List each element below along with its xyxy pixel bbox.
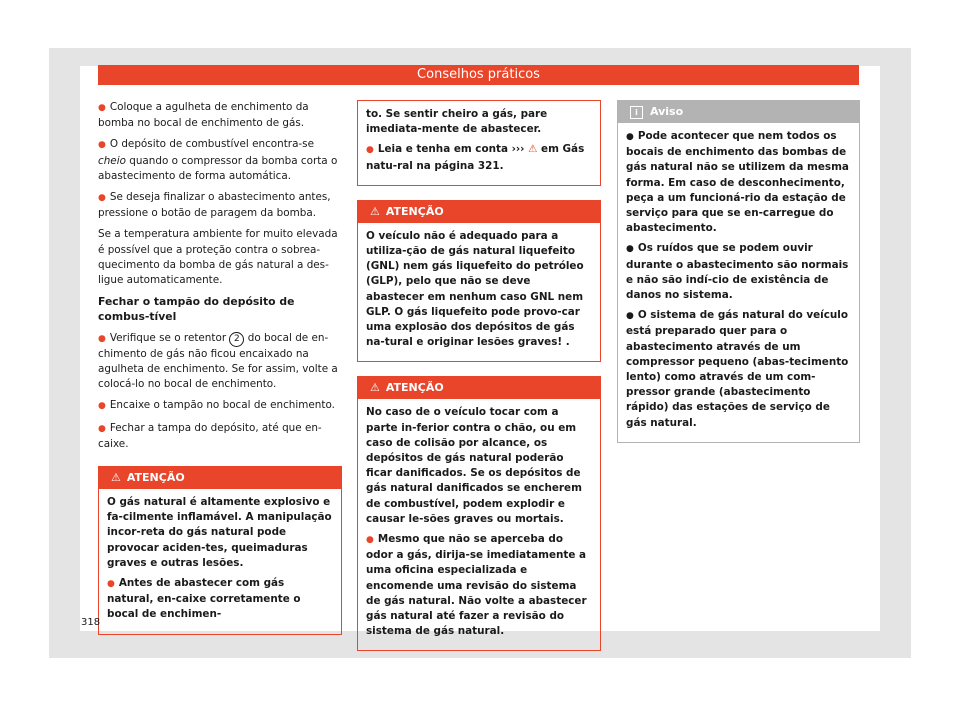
bullet-icon: ● (98, 333, 106, 344)
bullet-icon: ● (366, 535, 374, 546)
note-bullet: ● Pode acontecer que nem todos os bocais de enchimento das bombas de gás natural não se utilizem da mesma forma. Em caso de desconhecimento, peça a um funcioná-rio da estação de serviço para que se en-carregue do abastecimento. (626, 130, 849, 235)
bullet-item: ● Verifique se o retentor 2 do bocal de en-chimento de gás não ficou encaixado na agulheta de enchimento. Se for assim, volte a colocá-lo no bocal de enchimento. (98, 331, 338, 391)
warning-icon: ⚠ (370, 381, 380, 395)
section-heading: Fechar o tampão do depósito de combus-tível (98, 295, 295, 324)
column-2 (357, 100, 601, 651)
paragraph: Se a temperatura ambiente for muito elevada é possível que a proteção contra o sobrea-quecimento da bomba de gás natural a des-ligue automaticamente. (98, 228, 338, 287)
note-box (617, 100, 860, 443)
bullet-icon: ● (626, 244, 634, 255)
warning-bullet: ● Leia e tenha em conta ››› ⚠ em Gás natu-ral na página 321. (366, 143, 585, 172)
warning-icon: ⚠ (370, 204, 380, 218)
warning-bullet: ● Antes de abastecer com gás natural, en-caixe corretamente o bocal de enchimen- (107, 577, 301, 621)
bullet-icon: ● (98, 103, 106, 113)
warning-icon: ⚠ (111, 471, 121, 485)
warning-header: ⚠ ATENÇÃO (358, 201, 600, 223)
bullet-item: ● Encaixe o tampão no bocal de enchimento. (98, 399, 335, 412)
warning-text: No caso de o veículo tocar com a parte in-ferior contra o chão, ou em caso de colisão por alcance, os depósitos de gás natural poderão ficar danificados. Se os depósitos de gás natural danificados se encherem de combustível, podem explodir e causar le-sões graves ou mortais. (366, 406, 582, 525)
warning-icon: ⚠ (528, 143, 538, 156)
bullet-icon: ● (626, 311, 634, 322)
warning-text: O gás natural é altamente explosivo e fa-cilmente inflamável. A manipulação incor-reta do gás natural pode provocar aciden-tes, queimaduras graves e outras lesões. (107, 496, 332, 569)
bullet-icon: ● (98, 423, 106, 434)
note-bullet: ● O sistema de gás natural do veículo está preparado quer para o abastecimento através de um compressor pequeno (abas-tecimento lento) como através de um com-pressor grande (abastecimento rápido) das estações de serviço de gás natural. (626, 309, 849, 429)
bullet-icon: ● (626, 132, 634, 142)
section-header: Conselhos práticos (98, 65, 859, 85)
bullet-icon: ● (98, 140, 106, 151)
bullet-icon: ● (366, 145, 374, 156)
warning-box-continued (357, 100, 601, 186)
warning-box (357, 200, 601, 363)
column-3 (617, 100, 860, 443)
bullet-item: ● Fechar a tampa do depósito, até que en-caixe. (98, 421, 322, 450)
warning-box (357, 376, 601, 651)
note-bullet: ● Os ruídos que se podem ouvir durante o abastecimento são normais e não são indí-cio de existência de danos no sistema. (626, 242, 849, 302)
page-number: 318 (81, 617, 101, 628)
bullet-item: ● Se deseja finalizar o abastecimento antes, pressione o botão de paragem da bomba. (98, 191, 331, 220)
bullet-icon: ● (98, 401, 106, 412)
bullet-icon: ● (107, 579, 115, 590)
warning-box (98, 466, 342, 635)
note-header: i Aviso (618, 101, 859, 123)
bullet-item: ● O depósito de combustível encontra-se cheio quando o compressor da bomba corta o abastecimento de forma automática. (98, 138, 338, 182)
warning-bullet: ● Mesmo que não se aperceba do odor a gás, dirija-se imediatamente a uma oficina especializada e encomende uma revisão do sistema de gás natural. Não volte a abastecer gás natural até fazer a revisão do sistema de gás natural. (366, 533, 587, 638)
info-icon: i (630, 106, 643, 119)
bullet-icon: ● (98, 193, 106, 204)
callout-number: 2 (229, 332, 244, 347)
column-1 (98, 100, 342, 635)
warning-text: to. Se sentir cheiro a gás, pare imediata-mente de abastecer. (366, 108, 548, 136)
warning-header: ⚠ ATENÇÃO (99, 467, 341, 489)
warning-header: ⚠ ATENÇÃO (358, 377, 600, 399)
warning-text: O veículo não é adequado para a utiliza-ção de gás natural liquefeito (GNL) nem gás liquefeito do petróleo (GLP), pelo que não se deve abastecer em nenhum caso GNL nem GLP. O gás liquefeito pode provo-car uma explosão dos depósitos de gás na-tural e originar lesões graves! . (366, 229, 584, 349)
bullet-item: ● Coloque a agulheta de enchimento da bomba no bocal de enchimento de gás. (98, 101, 309, 130)
